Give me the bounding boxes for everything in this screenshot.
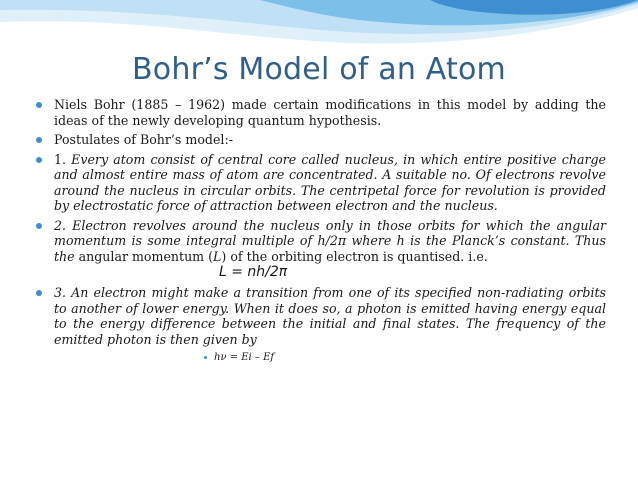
- list-item: [32, 132, 606, 148]
- bullet-text: Niels Bohr (1885 – 1962) made certain modifications in this model by adding the ideas of the newly developing quantum hypothesis.: [54, 97, 606, 128]
- postulate-number: 1.: [54, 151, 67, 167]
- list-item: [32, 218, 606, 282]
- list-item: [32, 152, 606, 214]
- bullet-dot-icon: [36, 137, 42, 143]
- slide-title: Bohr’s Model of an Atom: [132, 52, 506, 87]
- list-item: [32, 97, 606, 128]
- postulate-symbol: L: [213, 248, 222, 264]
- sub-bullet-text: hν = Ei – Ef: [214, 352, 275, 363]
- bullet-dot-icon: [36, 102, 42, 108]
- sub-bullet-dot-icon: [204, 356, 207, 359]
- bullet-list: [32, 97, 606, 365]
- list-item: [32, 285, 606, 347]
- formula: L = nh/2π: [219, 264, 288, 280]
- bullet-dot-icon: [36, 290, 42, 296]
- sub-bullet: [204, 351, 606, 365]
- bullet-dot-icon: [36, 223, 42, 229]
- bullet-dot-icon: [36, 157, 42, 163]
- bullet-text: Postulates of Bohr’s model:-: [54, 132, 233, 147]
- postulate-text: Every atom consist of central core called nucleus, in which entire positive charge and almost entire mass of atom are concentrated. A suitable no. Of electrons revolve around the nucleus in circular orbits. The centripetal force for revolution is provided by electrostatic force of attraction between electron and the nucleus.: [54, 151, 606, 213]
- postulate-text: 2. Electron revolves around the nucleus only in those orbits for which the angular momentum is some integral multiple of h/2π where h is the Planck’s constant. Thus the: [54, 217, 606, 264]
- postulate-text: angular momentum (: [74, 248, 214, 264]
- postulate-text: ) of the orbiting electron is quantised. i.e.: [221, 248, 488, 264]
- postulate-text: 3. An electron might make a transition from one of its specified non-radiating orbits to another of lower energy. When it does so, a photon is emitted having energy equal to the energy difference between the initial and final states. The frequency of the emitted photon is then given by: [54, 285, 606, 347]
